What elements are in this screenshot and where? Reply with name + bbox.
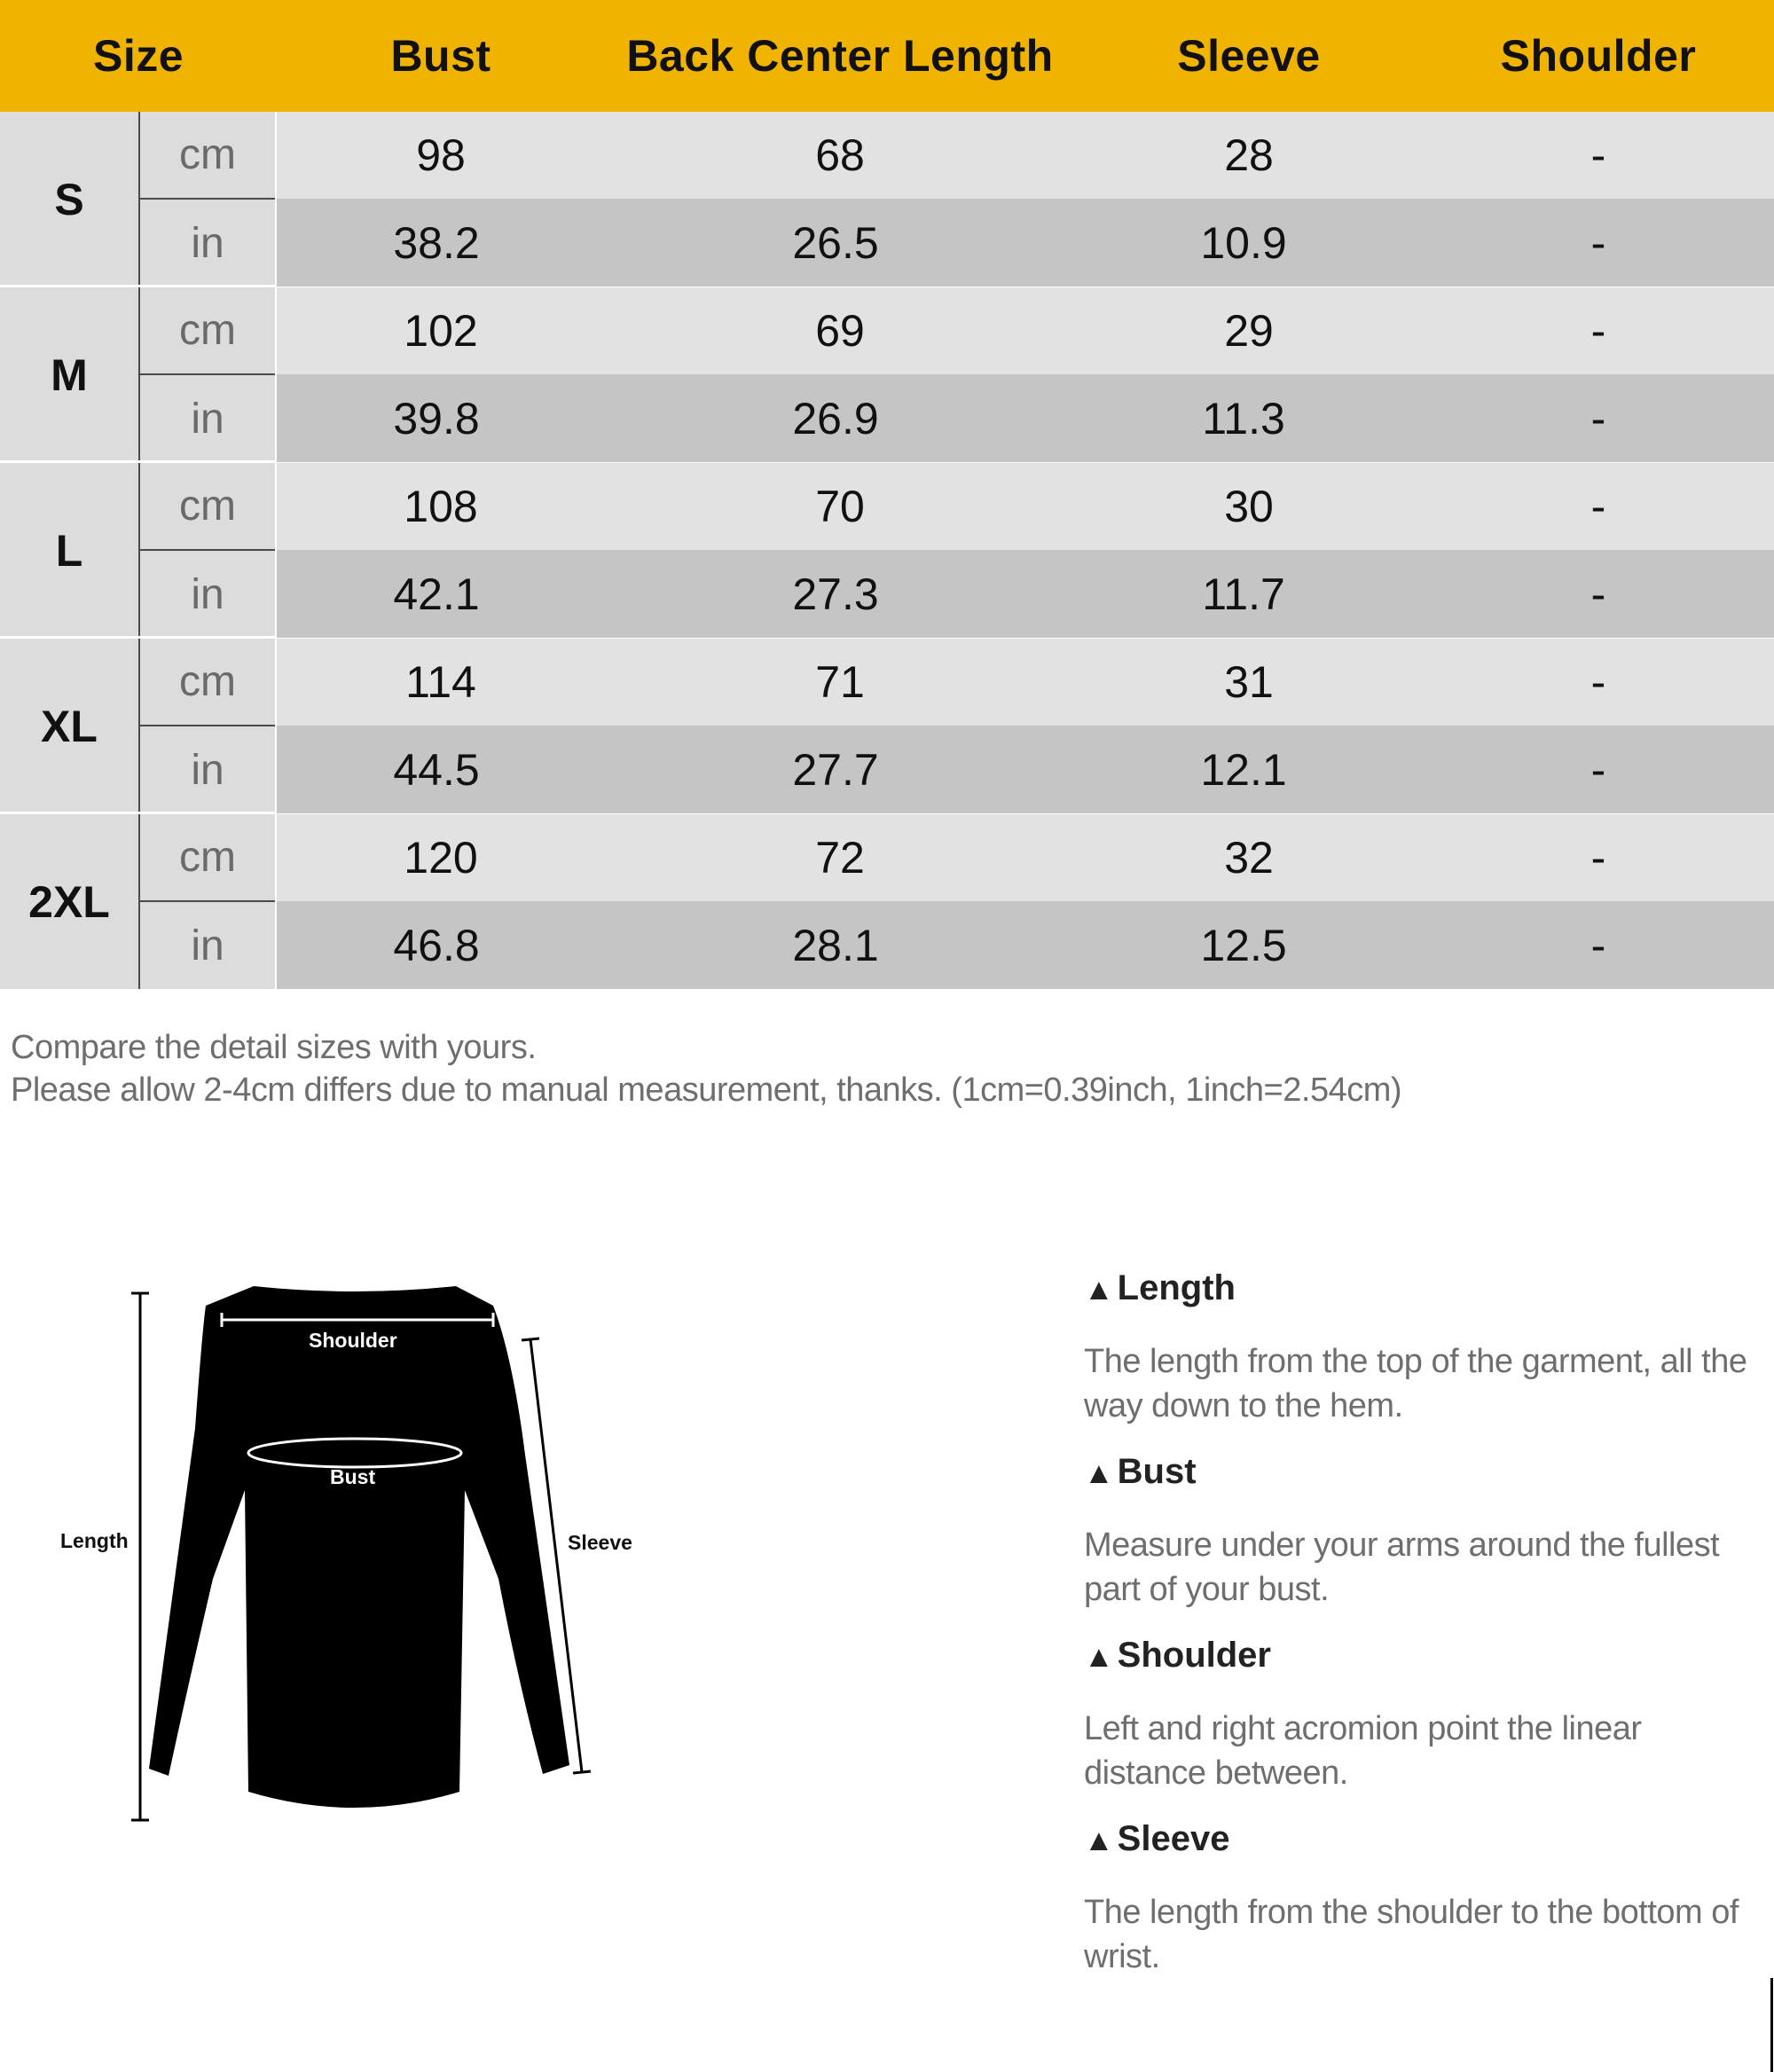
shoulder-in: - <box>1590 920 1606 970</box>
shoulder-cm: - <box>1590 657 1606 707</box>
definition-text-sleeve: The length from the shoulder to the bottom of wrist. <box>1084 1894 1739 1975</box>
divider <box>0 812 277 814</box>
unit-in: in <box>140 902 275 989</box>
header-back-center-length: Back Center Length <box>605 0 1075 112</box>
header-shoulder: Shoulder <box>1423 0 1774 112</box>
divider <box>0 460 277 463</box>
diagram-label-length: Length <box>60 1529 129 1552</box>
diagram-label-sleeve: Sleeve <box>568 1531 632 1554</box>
row-in <box>277 550 1774 638</box>
divider <box>0 636 277 639</box>
length-in: 27.7 <box>792 744 879 795</box>
row-cm <box>277 814 1774 901</box>
triangle-marker-icon: ▲ <box>1084 1640 1114 1674</box>
size-label: 2XL <box>0 814 138 989</box>
shoulder-cm: - <box>1590 833 1606 883</box>
shoulder-in: - <box>1590 744 1606 795</box>
unit-cm: cm <box>140 112 275 198</box>
definition-title-shoulder: ▲ Shoulder <box>1084 1636 1271 1675</box>
header-sleeve: Sleeve <box>1075 0 1423 112</box>
sleeve-tick-top <box>522 1338 539 1340</box>
sleeve-in: 11.3 <box>1202 393 1285 443</box>
bust-cm: 120 <box>404 833 478 883</box>
row-in <box>277 199 1774 286</box>
row-cm <box>277 287 1774 374</box>
size-row-xl <box>0 639 1774 813</box>
sleeve-cm: 30 <box>1224 482 1274 531</box>
length-in: 27.3 <box>792 569 879 619</box>
sleeve-in: 11.7 <box>1202 569 1285 619</box>
unit-in: in <box>140 200 275 286</box>
unit-in: in <box>140 551 275 638</box>
garment-measurement-diagram <box>0 1224 710 1880</box>
diagram-label-bust: Bust <box>330 1465 376 1488</box>
size-row-l <box>0 463 1774 638</box>
unit-in: in <box>140 726 275 813</box>
bust-in: 46.8 <box>393 920 480 970</box>
sleeve-in: 12.1 <box>1200 744 1287 795</box>
sleeve-in: 10.9 <box>1200 217 1287 268</box>
shoulder-cm: - <box>1590 306 1606 356</box>
sleeve-cm: 31 <box>1224 657 1274 707</box>
size-label: S <box>0 112 138 286</box>
shoulder-cm: - <box>1590 130 1606 180</box>
size-row-s <box>0 112 1774 286</box>
unit-cm: cm <box>140 639 275 725</box>
row-cm <box>277 112 1774 199</box>
definition-title-bust: ▲ Bust <box>1084 1452 1197 1491</box>
note-compare: Compare the detail sizes with yours. <box>11 1029 537 1066</box>
divider <box>0 285 277 287</box>
length-cm: 70 <box>815 482 865 531</box>
length-in: 26.9 <box>792 393 879 443</box>
length-cm: 71 <box>815 657 865 707</box>
row-cm <box>277 463 1774 550</box>
bust-cm: 102 <box>404 306 478 356</box>
length-in: 26.5 <box>792 217 879 268</box>
diagram-label-shoulder: Shoulder <box>309 1329 397 1352</box>
triangle-marker-icon: ▲ <box>1084 1824 1114 1857</box>
bust-in: 42.1 <box>393 569 480 619</box>
triangle-marker-icon: ▲ <box>1084 1273 1114 1307</box>
definition-text-length: The length from the top of the garment, all the way down to the hem. <box>1084 1343 1747 1424</box>
length-cm: 69 <box>815 306 865 356</box>
bust-in: 38.2 <box>393 217 480 268</box>
length-in: 28.1 <box>792 920 879 970</box>
size-label: M <box>0 287 138 462</box>
size-label: XL <box>0 639 138 813</box>
length-cm: 68 <box>815 130 865 180</box>
definition-title-length: ▲ Length <box>1084 1268 1236 1307</box>
unit-cm: cm <box>140 463 275 549</box>
header-bust: Bust <box>277 0 605 112</box>
bust-cm: 108 <box>404 482 478 531</box>
unit-cm: cm <box>140 287 275 373</box>
row-in <box>277 374 1774 462</box>
unit-cm: cm <box>140 814 275 900</box>
shoulder-in: - <box>1590 569 1606 619</box>
definition-text-shoulder: Left and right acromion point the linear distance between. <box>1084 1710 1642 1792</box>
shoulder-in: - <box>1590 217 1606 268</box>
note-tolerance: Please allow 2-4cm differs due to manual measurement, thanks. (1cm=0.39inch, 1inch=2.54cm) <box>11 1071 1402 1109</box>
size-row-2xl <box>0 814 1774 989</box>
sleeve-cm: 28 <box>1224 130 1274 180</box>
row-cm <box>277 639 1774 726</box>
bust-cm: 98 <box>416 130 466 180</box>
header-size: Size <box>0 0 277 112</box>
size-label: L <box>0 463 138 638</box>
definition-text-bust: Measure under your arms around the fullest part of your bust. <box>1084 1527 1720 1608</box>
sleeve-in: 12.5 <box>1200 920 1287 970</box>
sleeve-tick-bottom <box>573 1771 591 1773</box>
sleeve-cm: 29 <box>1224 306 1274 356</box>
size-chart-table <box>0 0 1774 989</box>
sleeve-cm: 32 <box>1224 833 1274 883</box>
bust-in: 44.5 <box>393 744 480 795</box>
edge-divider <box>1770 1978 1773 2072</box>
sweater-body <box>149 1286 569 1808</box>
bust-cm: 114 <box>405 657 476 707</box>
length-cm: 72 <box>815 833 865 883</box>
shoulder-cm: - <box>1590 482 1606 531</box>
row-in <box>277 901 1774 989</box>
bust-in: 39.8 <box>393 393 480 443</box>
row-in <box>277 726 1774 813</box>
unit-in: in <box>140 375 275 462</box>
size-row-m <box>0 287 1774 462</box>
triangle-marker-icon: ▲ <box>1084 1456 1114 1490</box>
shoulder-in: - <box>1590 393 1606 443</box>
definition-title-sleeve: ▲ Sleeve <box>1084 1819 1230 1858</box>
